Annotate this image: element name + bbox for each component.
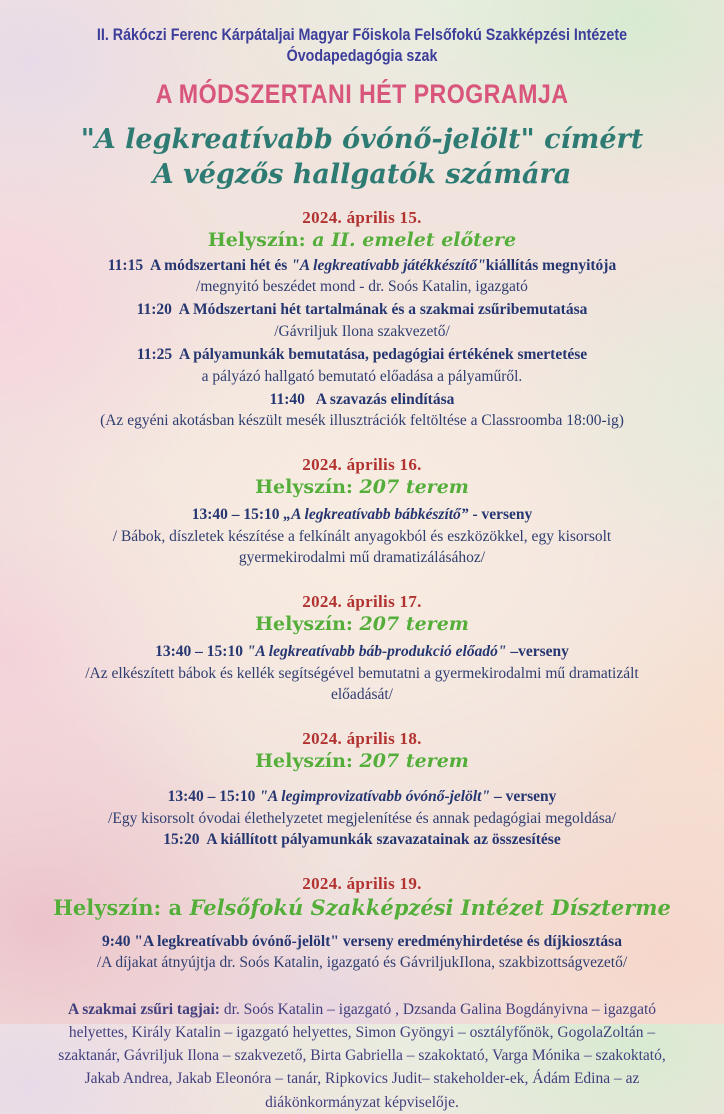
date-heading: 2024. április 18. <box>302 728 422 748</box>
location-line <box>36 750 688 774</box>
schedule-item-title <box>36 344 688 365</box>
schedule-item-title <box>36 829 688 850</box>
item-text: – verseny <box>490 788 557 806</box>
schedule-item-title <box>36 641 688 662</box>
jury-paragraph <box>47 998 677 1114</box>
date-heading: 2024. április 17. <box>302 591 422 611</box>
schedule-item-note: / Bábok, díszletek készítése a felkínált anyagokból és eszközökkel, egy kisorsolt gyermekirodalmi mű dramatizálásához/ <box>112 527 616 567</box>
schedule-item <box>36 255 688 298</box>
schedule-item <box>36 641 688 705</box>
jury-label: A szakmai zsűri tagjai: <box>67 1000 220 1018</box>
schedule-item <box>36 389 688 432</box>
location-line <box>36 229 688 253</box>
day-section-april-18 <box>36 728 688 851</box>
item-text: 11:20 A Módszertani hét tartalmának és a szakmai zsűribemutatása <box>136 301 588 319</box>
schedule-item-title <box>36 389 688 410</box>
location-name: 207 terem <box>359 749 469 772</box>
schedule-item-title <box>36 786 688 807</box>
schedule-item-note: /Egy kisorsolt óvodai élethelyzetet megjelenítése és annak pedagógiai megoldása/ <box>108 809 616 827</box>
date-heading: 2024. április 16. <box>302 454 422 474</box>
location-line <box>36 613 688 637</box>
schedule-item <box>36 786 688 850</box>
item-text: 15:20 A kiállított pályamunkák szavazatainak az összesítése <box>163 831 561 849</box>
item-text: 9:40 "A legkreatívabb óvónő-jelölt" verseny eredményhirdetése és díjkiosztása <box>102 932 622 950</box>
item-text: 11:40 A szavazás elindítása <box>269 390 455 408</box>
item-text-italic: „A legkreatívabb bábkészítő” <box>283 506 469 524</box>
item-text: 11:25 A pályamunkák bemutatása, pedagógiai értékének smertetése <box>136 346 588 364</box>
item-text-italic: "A legkreatívabb báb-produkció előadó" <box>246 643 507 661</box>
subtitle-line1: "A legkreatívabb óvónő-jelölt" címért <box>80 123 644 155</box>
item-text: 13:40 – 15:10 <box>155 643 247 661</box>
location-label: Helyszín: <box>255 612 360 635</box>
day-section-april-17 <box>36 591 688 706</box>
schedule-item-note: a pályázó hallgató bemutató előadása a pályaműről. <box>201 367 523 385</box>
item-text: - verseny <box>468 506 533 524</box>
schedule-item-title <box>36 931 688 952</box>
institution-name-line2: Óvodapedagógia szak <box>286 46 438 66</box>
schedule-item-title <box>36 255 688 276</box>
item-text: 11:15 A módszertani hét és <box>107 256 292 274</box>
item-text: –verseny <box>506 643 569 661</box>
schedule-item-note: /Gávriljuk Ilona szakvezető/ <box>274 322 450 340</box>
item-text: 13:40 – 15:10 <box>167 788 260 806</box>
location-name: Felsőfokú Szakképzési Intézet Díszterme <box>189 894 671 920</box>
schedule-item-note: /A díjakat átnyújtja dr. Soós Katalin, igazgató és GávriljukIlona, szakbizottságvezető/ <box>96 954 628 972</box>
program-title: A MÓDSZERTANI HÉT PROGRAMJA <box>155 78 569 109</box>
item-text-italic: "A legimprovizatívabb óvónő-jelölt" <box>259 788 491 806</box>
schedule-item-note: /megnyitó beszédet mond - dr. Soós Katalin, igazgató <box>196 278 528 296</box>
location-label: Helyszín: <box>207 228 313 251</box>
schedule-item <box>36 299 688 342</box>
day-section-april-16 <box>36 454 688 569</box>
schedule-item-title <box>36 504 688 525</box>
schedule-item-note: /Az elkészített bábok és kellék segítségével bemutatni a gyermekirodalmi mű dramatizált előadását/ <box>85 664 643 704</box>
location-line <box>36 895 688 921</box>
location-label: Helyszín: <box>255 749 360 772</box>
location-name: 207 terem <box>359 612 469 635</box>
schedule-item <box>36 931 688 974</box>
schedule-item <box>36 344 688 387</box>
schedule-item-note: (Az egyéni akotásban készült mesék illusztrációk feltöltése a Classroomba 18:00-ig) <box>100 412 624 430</box>
schedule-item <box>36 504 688 568</box>
day-section-april-19 <box>36 873 688 974</box>
schedule-item-title <box>36 299 688 320</box>
location-name: a II. emelet előtere <box>312 228 517 251</box>
institution-name-line1: II. Rákóczi Ferenc Kárpátaljai Magyar Főiskola Felsőfokú Szakképzési Intézete <box>96 25 628 44</box>
item-text: 13:40 – 15:10 <box>191 506 284 524</box>
date-heading: 2024. április 19. <box>302 873 422 893</box>
date-heading: 2024. április 15. <box>302 207 422 227</box>
subtitle-line2: A végzős hallgatók számára <box>152 159 572 191</box>
location-label: Helyszín: <box>255 475 360 498</box>
location-name: 207 terem <box>359 475 469 498</box>
day-section-april-15 <box>36 207 688 432</box>
item-text-italic: "A legkreatívabb játékkészítő" <box>291 256 486 274</box>
location-line <box>36 476 688 500</box>
jury-members: dr. Soós Katalin – igazgató , Dzsanda Galina Bogdányivna – igazgató helyettes, Király Katalin – igazgató helyettes, Simon Gyöngyi – osztályfőnök, GogolaZoltán – szaktanár, Gávriljuk Ilona – szakvezető, Birta Gabriella – szakoktató, Varga Mónika – szakoktató, Jakab Andrea, Jakab Eleonóra – tanár, Ripkovics Judit– stakeholder-ek, Ádám Edina – az diákönkormányzat képviselője. <box>58 1000 666 1111</box>
location-label: Helyszín: a <box>53 894 190 920</box>
item-text: kiállítás megnyitója <box>485 256 617 274</box>
